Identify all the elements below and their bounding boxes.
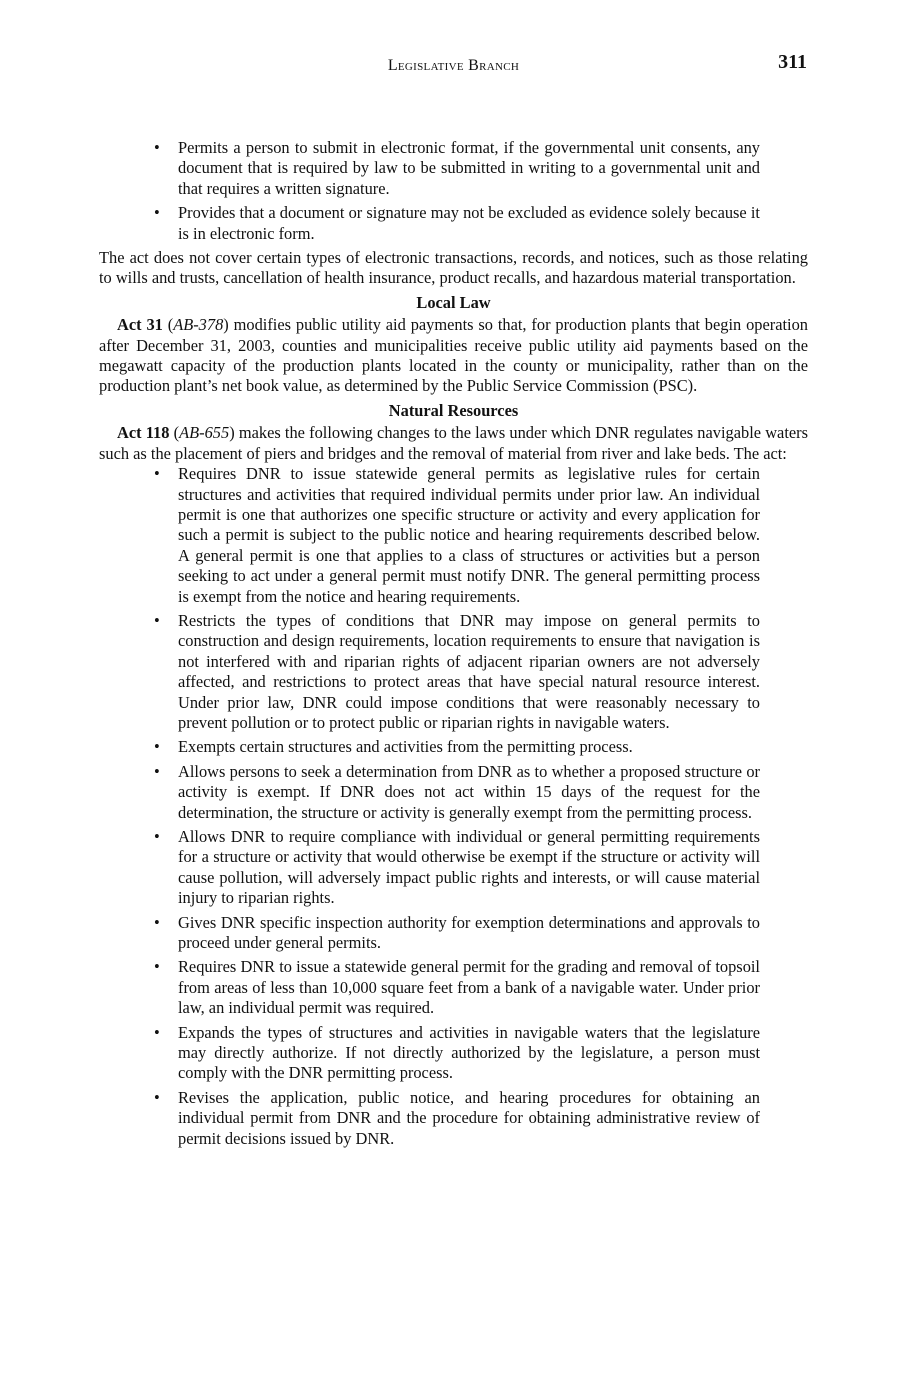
running-head-title: Legislative Branch [387, 57, 520, 74]
page-body [99, 138, 808, 1153]
list-item [154, 203, 760, 244]
list-item-text: Provides that a document or signature may not be excluded as evidence solely because it is in electronic form. [178, 203, 760, 243]
page-number: 311 [778, 51, 807, 73]
list-item [154, 737, 760, 757]
list-item-text: Requires DNR to issue a statewide general permit for the grading and removal of topsoil from areas of less than 10,000 square feet from a bank of a navigable water. Under prior law, an individual permit was required. [178, 957, 760, 1018]
act-label: Act 118 [117, 423, 170, 443]
list-item-text: Allows persons to seek a determination from DNR as to whether a proposed structure or activity is exempt. If DNR does not act within 15 days of the request for the determination, the structure or activity is generally exempt from the permitting process. [178, 761, 760, 822]
list-item-text: Permits a person to submit in electronic format, if the governmental unit consents, any document that is required by law to be submitted in writing to a governmental unit and that requires a written signature. [178, 138, 760, 198]
bullet-icon: • [154, 203, 160, 223]
list-item [154, 610, 760, 733]
bullet-icon: • [154, 1087, 160, 1107]
paragraph-text: makes the following changes to the laws under which DNR regulates navigable waters such as the placement of piers and bridges and the removal of material from river and lake beds. The act: [99, 423, 808, 463]
list-item [154, 138, 760, 199]
natural-resources-bullet-list [99, 464, 760, 1149]
list-item [154, 1087, 760, 1149]
list-item-text: Revises the application, public notice, and hearing procedures for obtaining an individual permit from DNR and the procedure for obtaining administrative review of permit decisions issued by DNR. [178, 1087, 760, 1148]
bill-open: ( [169, 423, 180, 443]
section-heading-natural-resources: Natural Resources [388, 400, 519, 420]
list-item [154, 827, 760, 909]
list-item-text: Requires DNR to issue statewide general permits as legislative rules for certain structures and activities that required individual permits under prior law. An individual permit is one that authorizes one specific structure or activity and every application for such a permit is subject to the public notice and hearing requirements described below. A general permit is one that applies to a class of structures or activities but a person seeking to act under a general permit must notify DNR. The general permitting process is exempt from the notice and hearing requirements. [178, 464, 760, 606]
bill-close: ) [229, 423, 235, 443]
paragraph-text: modifies public utility aid payments so that, for production plants that begin operation after December 31, 2003, counties and municipalities receive public utility aid payments based on the megawatt capacity of the production plants located in the county or municipality, rather than on the production plant’s net book value, as determined by the Public Service Commission (PSC). [99, 315, 809, 396]
bill-close: ) [223, 315, 229, 335]
bill-number: AB-378 [173, 315, 224, 335]
list-item-text: Exempts certain structures and activities from the permitting process. [178, 737, 633, 757]
intro-paragraph: The act does not cover certain types of electronic transactions, records, and notices, such as those relating to wills and trusts, cancellation of health insurance, product recalls, and hazardous material transportation. [99, 248, 808, 288]
bill-open: ( [162, 315, 174, 335]
bullet-icon: • [154, 138, 160, 157]
section-heading-local-law: Local Law [416, 292, 491, 312]
natural-resources-paragraph [99, 423, 808, 464]
bill-number: AB-655 [179, 423, 230, 443]
bullet-icon: • [154, 464, 160, 484]
bullet-icon: • [154, 827, 160, 846]
bullet-icon: • [154, 610, 160, 630]
act-label: Act 31 [117, 315, 163, 335]
list-item-text: Allows DNR to require compliance with individual or general permitting requirements for a structure or activity that would otherwise be exempt if the structure or activity will cause pollution, will adversely impact public rights and interests, or will cause material injury to riparian rights. [178, 827, 760, 908]
bullet-icon: • [154, 1022, 160, 1042]
bullet-icon: • [154, 912, 160, 932]
list-item-text: Gives DNR specific inspection authority for exemption determinations and approvals to proceed under general permits. [178, 912, 760, 953]
intro-bullet-list [99, 138, 760, 244]
bullet-icon: • [154, 737, 160, 757]
local-law-paragraph [99, 315, 808, 397]
bullet-icon: • [154, 761, 160, 781]
list-item-text: Expands the types of structures and activities in navigable waters that the legislature may directly authorize. If not directly authorized by the legislature, a person must comply with the DNR permitting process. [178, 1022, 760, 1083]
list-item [154, 761, 760, 823]
list-item [154, 1022, 760, 1084]
list-item [154, 464, 760, 607]
list-item-text: Restricts the types of conditions that DNR may impose on general permits to construction and design requirements, location requirements to ensure that navigation is not interfered with and riparian rights of adjacent riparian owners are not adversely affected, and restrictions to protect areas that have special natural resource interest. Under prior law, DNR could impose conditions that were reasonably necessary to prevent pollution or to protect public or riparian rights in navigable waters. [178, 610, 760, 732]
bullet-icon: • [154, 957, 160, 977]
list-item [154, 912, 760, 954]
list-item [154, 957, 760, 1018]
